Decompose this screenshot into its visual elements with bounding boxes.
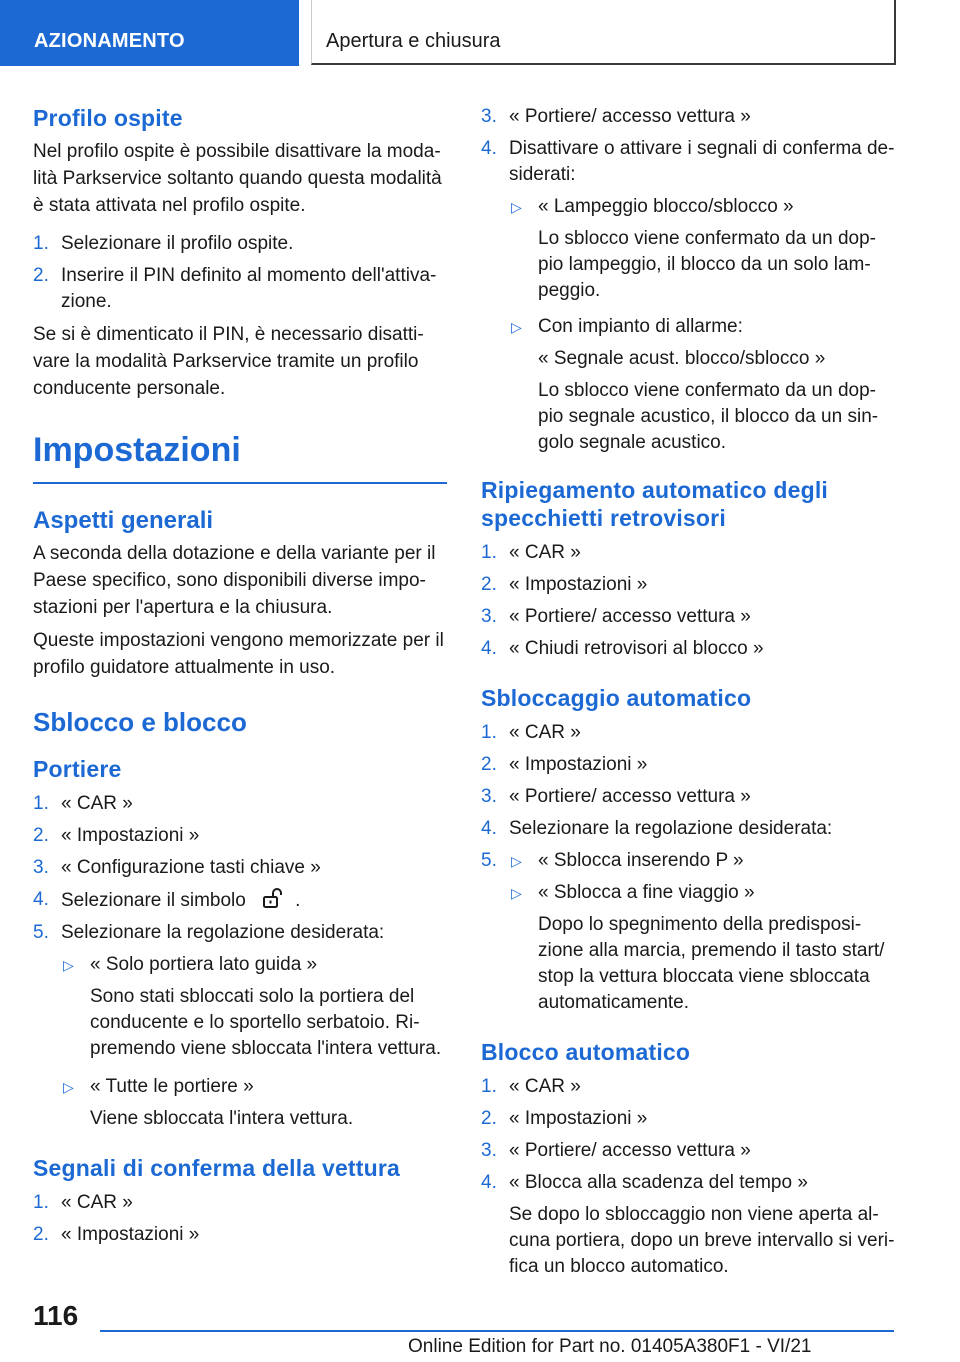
sub-item-desc: Dopo lo spegnimento della predisposi-zione alla marcia, premendo il tasto start/ stop la vettura bloccata viene sbloccata automaticamente. — [538, 914, 885, 1013]
list-item: 1. « CAR » — [481, 542, 581, 563]
list-item: 4. Selezionare il simbolo . — [33, 889, 301, 911]
list-item: 1. Selezionare il profilo ospite. — [33, 233, 294, 254]
list-item: 3. « Configurazione tasti chiave » — [33, 857, 321, 878]
list-item: 4. Disattivare o attivare i segnali di conferma de-siderati: — [481, 138, 895, 185]
triangle-bullet-icon: ▷ — [511, 885, 522, 901]
sub-list-item: ▷ « Sblocca a fine viaggio » — [481, 880, 895, 906]
sub-list-item: ▷ « Tutte le portiere » — [33, 1074, 447, 1100]
list-item: 2. « Impostazioni » — [481, 754, 648, 775]
heading-aspetti-generali: Aspetti generali — [33, 507, 214, 534]
heading-impostazioni: Impostazioni — [33, 431, 241, 469]
list-item: 2. « Impostazioni » — [481, 1108, 648, 1129]
paragraph: Se dopo lo sbloccaggio non viene aperta al-cuna portiera, dopo un breve intervallo si veri-fica un blocco automatico. — [509, 1204, 895, 1277]
footer-edition: Online Edition for Part no. 01405A380F1 - VI/21 — [408, 1336, 812, 1357]
triangle-bullet-icon: ▷ — [511, 319, 522, 335]
triangle-bullet-icon: ▷ — [63, 957, 74, 973]
list-item: 3. « Portiere/ accesso vettura » — [481, 106, 751, 127]
sub-list-item: ▷ « Lampeggio blocco/sblocco » — [481, 194, 895, 220]
heading-sbloccaggio-automatico: Sbloccaggio automatico — [481, 685, 752, 711]
list-item: 1. « CAR » — [33, 793, 133, 814]
list-item: 2. « Impostazioni » — [33, 1224, 200, 1245]
heading-sblocco-e-blocco: Sblocco e blocco — [33, 707, 247, 737]
left-column — [33, 100, 447, 1254]
sub-item-desc: Lo sblocco viene confermato da un dop-pio lampeggio, il blocco da un solo lam-peggio. — [538, 228, 876, 301]
triangle-bullet-icon: ▷ — [63, 1079, 74, 1095]
sub-item-desc: Sono stati sbloccati solo la portiera del conducente e lo sportello serbatoio. Ri-premendo viene sbloccata l'intera vettura. — [90, 986, 442, 1059]
header-section-label: AZIONAMENTO — [34, 30, 185, 52]
list-item: 2. Inserire il PIN definito al momento dell'attiva-zione. — [33, 265, 437, 312]
triangle-bullet-icon: ▷ — [511, 199, 522, 215]
list-item: 3. « Portiere/ accesso vettura » — [481, 1140, 751, 1161]
list-item: 4. « Blocca alla scadenza del tempo » — [481, 1172, 808, 1193]
sub-list-item: ▷ Con impianto di allarme: — [481, 314, 895, 340]
sub-item-desc: Lo sblocco viene confermato da un dop-pio segnale acustico, il blocco da un sin-golo segnale acustico. — [538, 380, 879, 453]
header-title-box — [311, 0, 896, 65]
list-item: 3. « Portiere/ accesso vettura » — [481, 786, 751, 807]
heading-portiere: Portiere — [33, 756, 122, 782]
list-item: 3. « Portiere/ accesso vettura » — [481, 606, 751, 627]
right-column — [481, 104, 895, 1286]
list-item: 2. « Impostazioni » — [33, 825, 200, 846]
list-item: 2. « Impostazioni » — [481, 574, 648, 595]
paragraph: Nel profilo ospite è possibile disattivare la moda-lità Parkservice soltanto quando questa modalità è stata attivata nel profilo ospite. — [33, 141, 442, 216]
header-title: Apertura e chiusura — [326, 30, 501, 52]
list-item: 1. « CAR » — [481, 1076, 581, 1097]
triangle-bullet-icon: ▷ — [511, 853, 522, 869]
paragraph: Queste impostazioni vengono memorizzate per il profilo guidatore attualmente in uso. — [33, 630, 444, 678]
heading-profilo-ospite: Profilo ospite — [33, 105, 183, 131]
sub-item-text: « Segnale acust. blocco/sblocco » — [538, 348, 826, 369]
page-number: 116 — [33, 1300, 79, 1331]
footer-rule — [100, 1330, 894, 1332]
unlock-icon — [261, 887, 285, 909]
list-item: 4. Selezionare la regolazione desiderata: — [481, 818, 833, 839]
list-item: 5. ▷ « Sblocca inserendo P » — [481, 848, 895, 874]
paragraph: Se si è dimenticato il PIN, è necessario disatti-vare la modalità Parkservice tramite un profilo conducente personale. — [33, 324, 424, 399]
list-item: 1. « CAR » — [33, 1192, 133, 1213]
header-section-tab — [0, 0, 299, 66]
heading-segnali-di-conferma: Segnali di conferma della vettura — [33, 1155, 401, 1181]
heading-blocco-automatico: Blocco automatico — [481, 1039, 691, 1065]
list-item: 5. Selezionare la regolazione desiderata: — [33, 922, 385, 943]
list-item: 4. « Chiudi retrovisori al blocco » — [481, 638, 764, 659]
sub-item-desc: Viene sbloccata l'intera vettura. — [90, 1108, 354, 1129]
paragraph: A seconda della dotazione e della variante per il Paese specifico, sono disponibili diverse impo-stazioni per l'apertura e la chiusura. — [33, 543, 436, 618]
heading-rule — [33, 482, 447, 484]
sub-list-item: ▷ « Solo portiera lato guida » — [33, 952, 447, 978]
list-item: 1. « CAR » — [481, 722, 581, 743]
heading-ripiegamento: Ripiegamento automatico degli specchietti retrovisori — [481, 477, 829, 531]
